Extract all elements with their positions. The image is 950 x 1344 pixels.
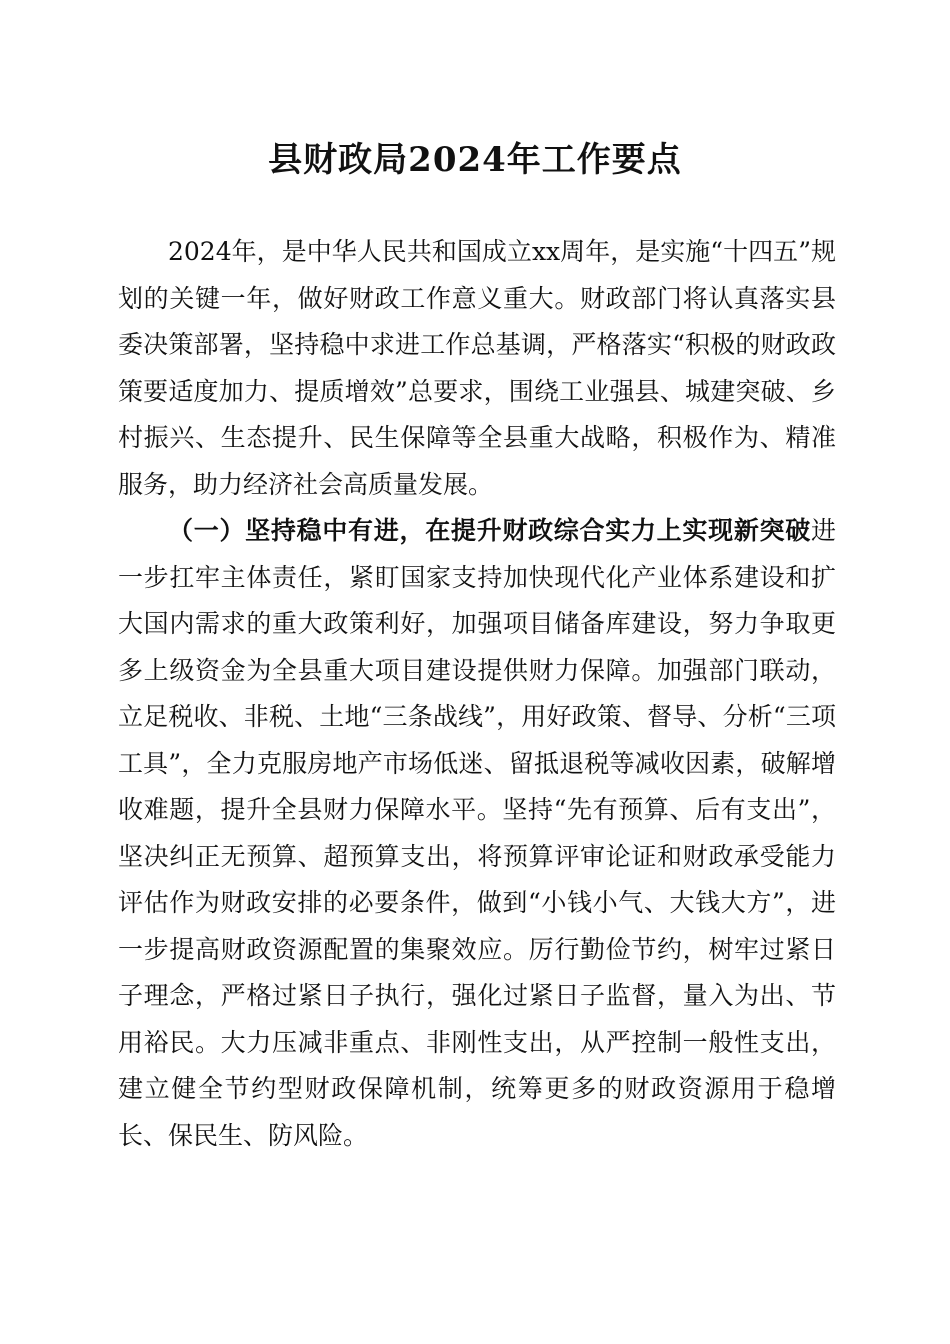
document-title: 县财政局2024年工作要点 — [268, 140, 682, 180]
section-one-text: 进一步扛牢主体责任，紧盯国家支持加快现代化产业体系建设和扩大国内需求的重大政策利好，加强项目储备库建设，努力争取更多上级资金为全县重大项目建设提供财力保障。加强部门联动，立足税收、非税、土地“三条战线”，用好政策、督导、分析“三项工具”，全力克服房地产市场低迷、留抵退税等减收因素，破解增收难题，提升全县财力保障水平。坚持“先有预算、后有支出”，坚决纠正无预算、超预算支出，将预算评审论证和财政承受能力评估作为财政安排的必要条件，做到“小钱小气、大钱大方”，进一步提高财政资源配置的集聚效应。厉行勤俭节约，树牢过紧日子理念，严格过紧日子执行，强化过紧日子监督，量入为出、节用裕民。大力压减非重点、非刚性支出，从严控制一般性支出，建立健全节约型财政保障机制，统筹更多的财政资源用于稳增长、保民生、防风险。 — [118, 516, 836, 1150]
document-body — [118, 229, 836, 1159]
section-one-heading: （一）坚持稳中有进，在提升财政综合实力上实现新突破 — [168, 516, 811, 545]
section-one-paragraph — [118, 508, 836, 1159]
intro-paragraph: 2024年，是中华人民共和国成立xx周年，是实施“十四五”规划的关键一年，做好财政工作意义重大。财政部门将认真落实县委决策部署，坚持稳中求进工作总基调，严格落实“积极的财政政策要适度加力、提质增效”总要求，围绕工业强县、城建突破、乡村振兴、生态提升、民生保障等全县重大战略，积极作为、精准服务，助力经济社会高质量发展。 — [118, 237, 836, 499]
